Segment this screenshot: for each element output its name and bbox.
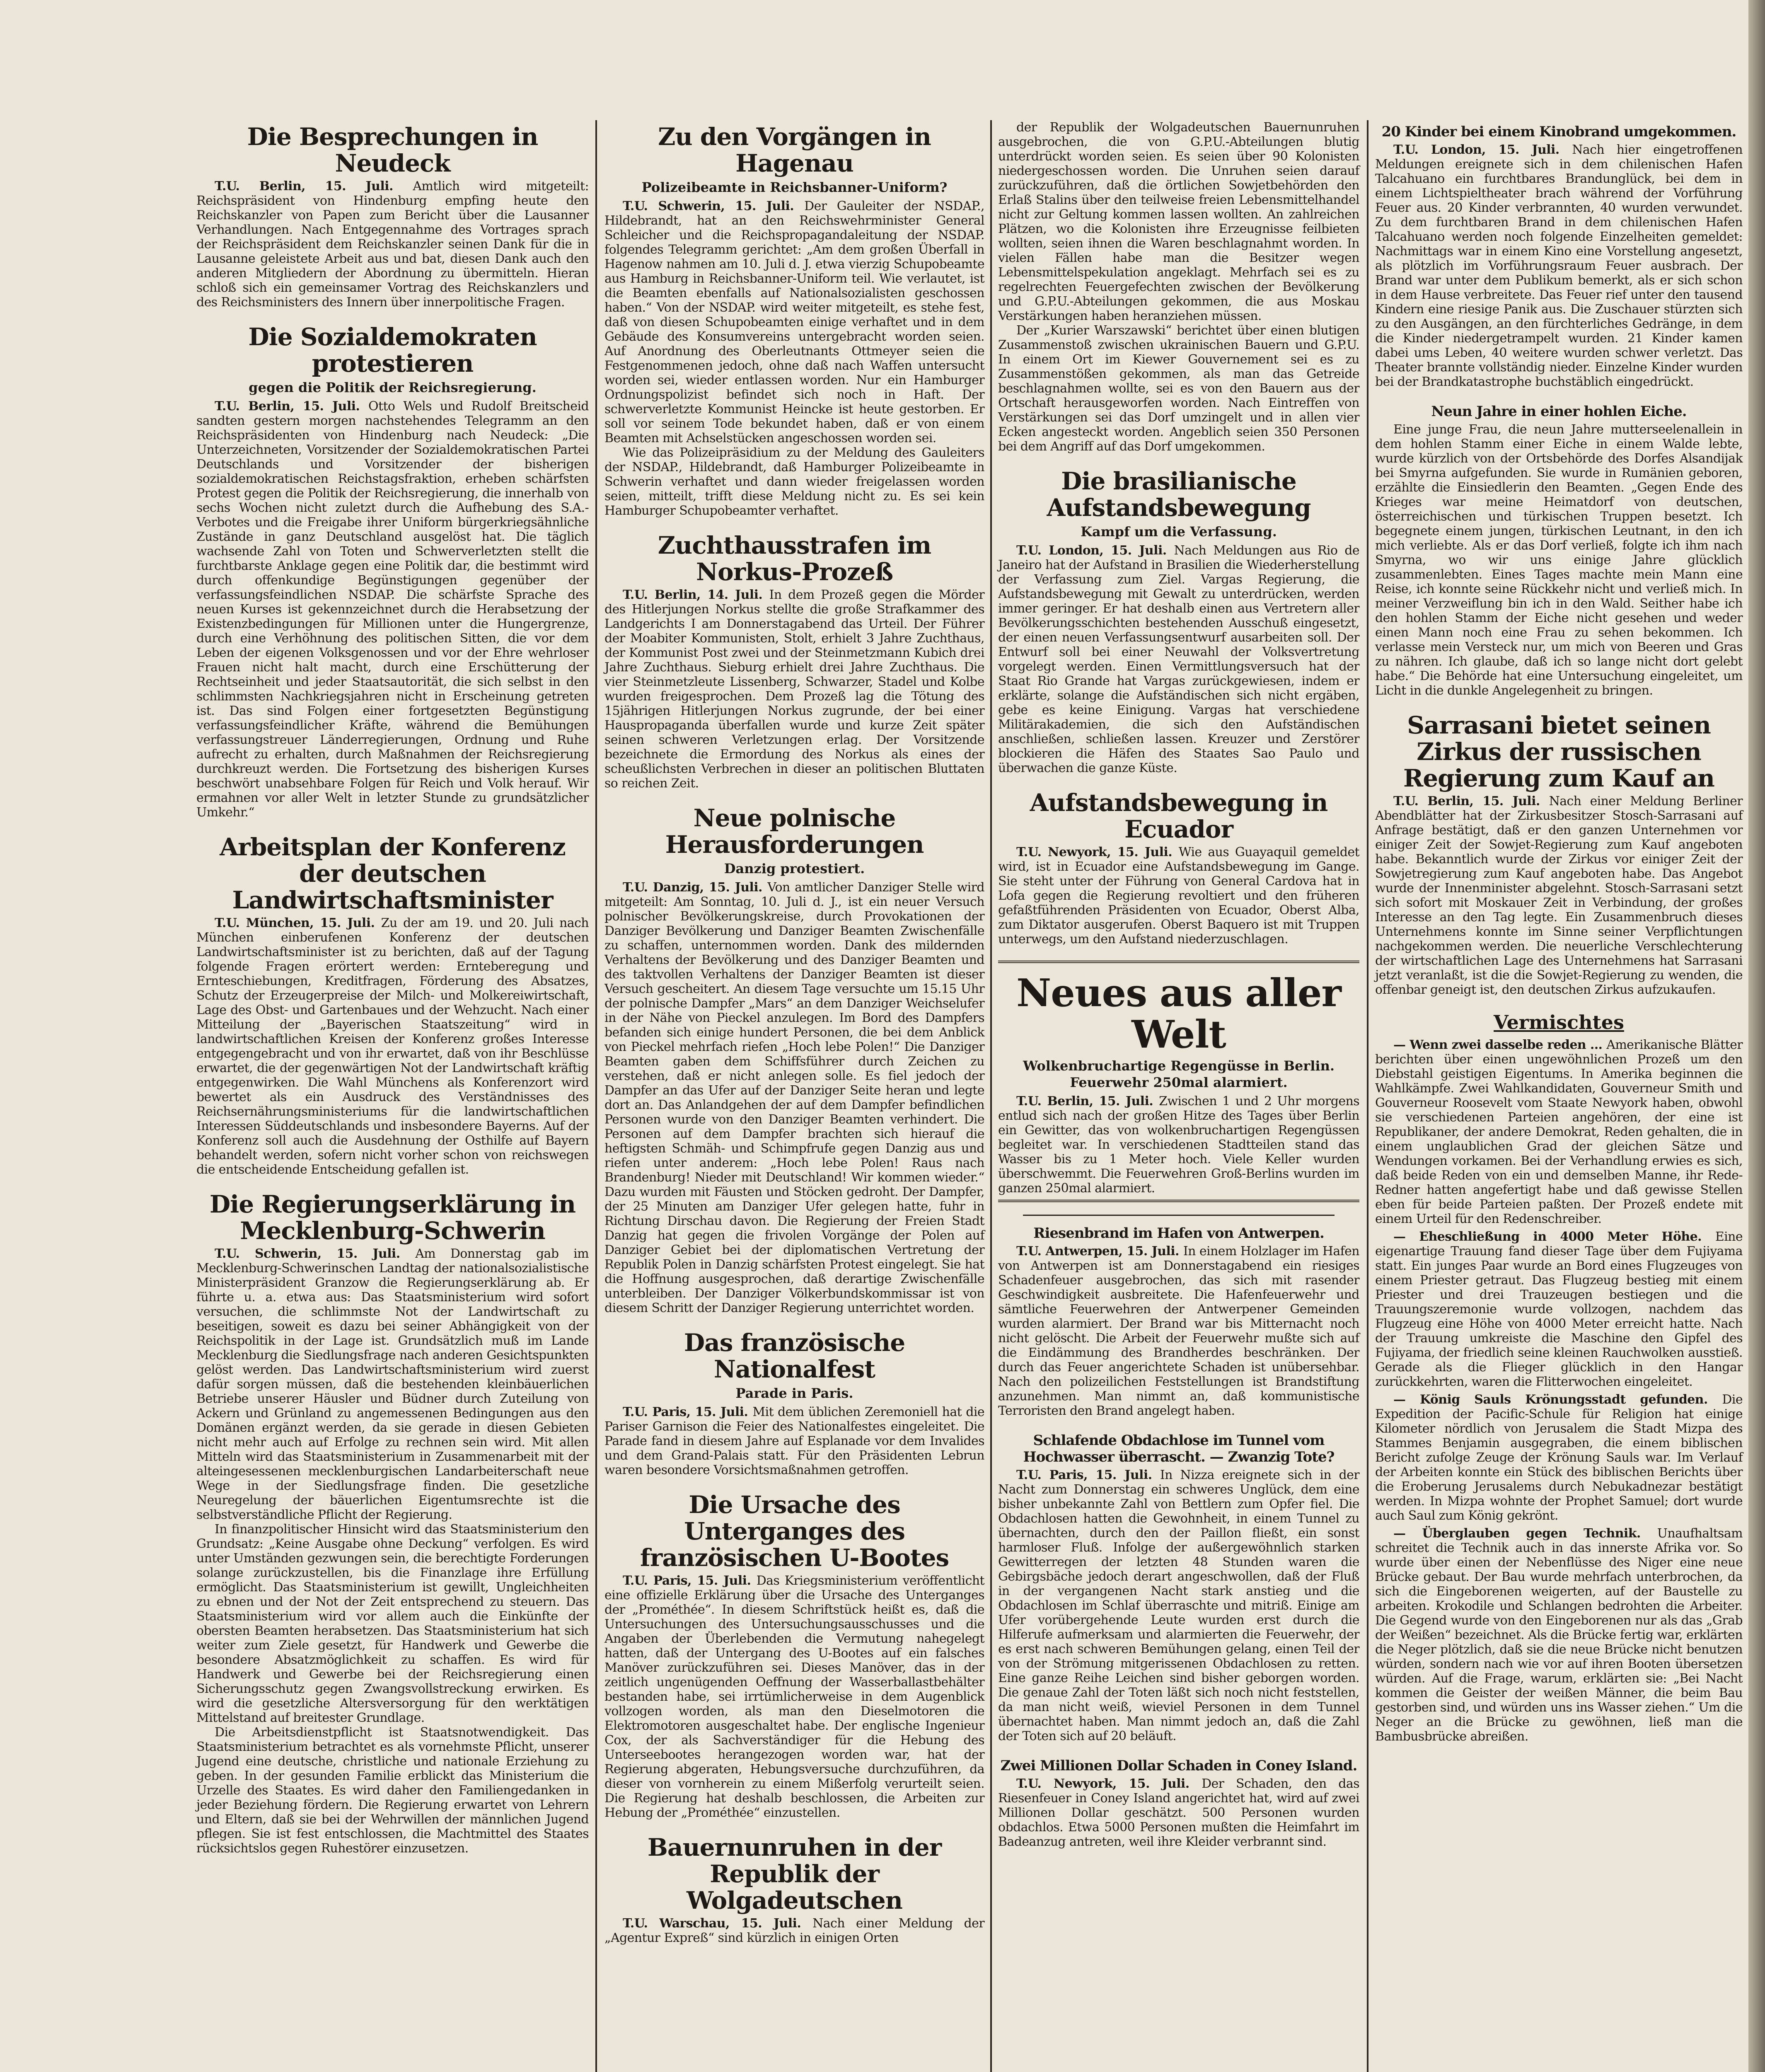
section-divider	[1023, 1215, 1335, 1216]
misc-item: — Wenn zwei dasselbe reden ... Amerikanische Blätter berichten über einen ungewöhnlichen Prozeß um den Diebstahl geistigen Eigentums. In Amerika beginnen die Wahlkämpfe. Zwei Wahlkandidaten, Gouverneur Smith und Gouverneur Roosevelt vom Staate Newyork haben, obwohl sie verschiedenen Parteien angehören, der eine ist Republikaner, der andere Demokrat, Reden gehalten, die in einem unglaublichen Grad der gleichen Sätze und Wendungen vorkamen. Bei der Verhandlung erwies es sich, daß beide Reden von ein und demselben Manne, ihr Rede-Redner hatten angefertigt habe und daß gewisse Stellen eben für beide Parteien paßten. Der Prozeß endete mit einem Urteil für den Redenschreiber.	[1375, 1038, 1743, 1226]
column-rule	[595, 120, 597, 2072]
section-title: Vermischtes	[1494, 1011, 1624, 1034]
article-headline: Das französische Nationalfest	[684, 1329, 905, 1383]
article	[196, 324, 589, 820]
article-body-paragraph: Der „Kurier Warszawski“ berichtet über einen blutigen Zusammenstoß zwischen ukrainischen Bauern und G.P.U. In einem Ort im Kiewer Gouvernement sei es zu Zusammenstößen gekommen, als man das Getreide beschlagnahmen wollte, sei es von den Bauern aus der Ortschaft herausgeworfen worden. Nach Eintreffen von Verstärkungen sei das Dorf umzingelt und in allen vier Ecken angesteckt worden. Angeblich seien 350 Personen bei dem Angriff auf das Dorf umgekommen.	[998, 323, 1359, 454]
article-body: der Republik der Wolgadeutschen Bauernunruhen ausgebrochen, die von G.P.U.-Abteilungen blutig unterdrückt worden seien. Es seien über 90 Kolonisten niedergeschossen worden. Die Unruhen seien darauf zurückzuführen, daß die örtlichen Sowjetbehörden den Erlaß Stalins über den teilweise freien Lebensmittelhandel nicht zur Geltung kommen lassen wollten. An zahlreichen Plätzen, wo die Kolonisten ihre Erzeugnisse feilbieten wollten, seien ihnen die Waren beschlagnahmt worden. In vielen Fällen habe man die Besitzer wegen Lebensmittelspekulation angeklagt. Mehrfach sei es zu regelrechten Feuergefechten zwischen der Bevölkerung und G.P.U.-Abteilungen gekommen, die aus Moskau Verstärkungen haben heranziehen müssen.	[998, 120, 1359, 323]
article	[998, 789, 1359, 946]
column-3	[992, 120, 1365, 2072]
article-headline: Die Ursache des Unterganges des französischen U-Bootes	[640, 1491, 949, 1572]
article-headline: Neun Jahre in einer hohlen Eiche.	[1431, 403, 1687, 420]
article-body: T.U. Berlin, 15. Juli. Otto Wels und Rudolf Breitscheid sandten gestern morgen nachstehendes Telegramm an den Reichspräsidenten von Hindenburg nach Neudeck: „Die Unterzeichneten, Vorsitzender der Sozialdemokratischen Partei Deutschlands und Vorsitzender der bisherigen sozialdemokratischen Reichstagsfraktion, erheben schärfsten Protest gegen die Politik der Reichsregierung, die innerhalb von sechs Wochen nicht zuletzt durch die Aufhebung des S.A.-Verbotes und die Freigabe ihrer Uniform bürgerkriegsähnliche Zustände in ganz Deutschland ausgelöst hat. Die täglich wachsende Zahl von Toten und Schwerverletzten stellt die furchtbarste Anklage gegen eine Politik dar, die bestimmt wird durch offenkundige Begünstigungen gegenüber der verfassungsfeindlichen NSDAP. Die schärfste Sprache des neuen Kurses ist gekennzeichnet durch die Herabsetzung der Existenzbedingungen für Millionen unter die Hungergrenze, durch eine Verhöhnung des politischen Sitten, die vor dem Leben der eigenen Volksgenossen und vor der Ehre wehrloser Frauen nicht halt macht, durch eine Erschütterung der Rechtseinheit und jeder Staatsautorität, die sich selbst in den schlimmsten Nachkriegsjahren nicht in Erscheinung getreten ist. Das sind Folgen einer fortgesetzten Begünstigung verfassungsfeindlicher Kräfte, während die Bemühungen verfassungstreuer Länderregierungen, Ordnung und Ruhe aufrecht zu erhalten, durch Maßnahmen der Reichsregierung durchkreuzt werden. Die Fortsetzung des bisherigen Kurses beschwört unabsehbare Folgen für Reich und Volk herauf. Wir ermahnen vor aller Welt in letzter Stunde zu grundsätzlicher Umkehr.“	[196, 399, 589, 820]
article-dateline: T.U. Paris, 15. Juli.	[623, 1405, 753, 1419]
article-headline: Die Regierungserklärung in Mecklenburg-Schwerin	[209, 1190, 576, 1245]
article-dateline: T.U. München, 15. Juli.	[215, 916, 381, 930]
article-body: T.U. München, 15. Juli. Zu der am 19. und 20. Juli nach München einberufenen Konferenz der deutschen Landwirtschaftsminister ist zu berichten, daß auf der Tagung folgende Fragen erörtert werden: Ernteberegung und Ernteschiebungen, Kreditfragen, Förderung des Absatzes, Schutz der Erzeugerpreise der Milch- und Molkereiwirtschaft, Lage des Obst- und Gartenbaues und der Wehzucht. Nach einer Mitteilung der „Bayerischen Staatszeitung“ wird in landwirtschaftlichen Kreisen der Konferenz großes Interesse entgegengebracht und von ihr erwartet, daß von ihr Beschlüsse erwartet, die der gegenwärtigen Not der Landwirtschaft kräftig entgegenwirken. Die Wahl Münchens als Konferenzort wird bewertet als ein Ausdruck des Verständnisses des Reichsernährungsministeriums für die landwirtschaftlichen Interessen Süddeutschlands und insbesondere Bayerns. Auf der Konferenz soll auch die Ausdehnung der Osthilfe auf Bayern behandelt werden, sofern nicht vorher schon von reichswegen die entscheidende Entscheidung gefallen ist.	[196, 916, 589, 1177]
article-body: T.U. London, 15. Juli. Nach Meldungen aus Rio de Janeiro hat der Aufstand in Brasilien die Wiederherstellung der Verfassung zum Ziel. Vargas Regierung, die Aufstandsbewegung mit Gewalt zu unterdrücken, werden immer geringer. Er hat deshalb einen aus Vertretern aller Bevölkerungsschichten bestehenden Ausschuß eingesetzt, der einen neuen Verfassungsentwurf ausarbeiten soll. Der Entwurf soll bei einer Neuwahl der Volksvertretung vorgelegt werden. Einen Vermittlungsversuch hat der Staat Rio Grande hat Vargas zurückgewiesen, indem er erklärte, solange die Aufständischen sich nicht ergäben, gebe es keine Einigung. Vargas hat verschiedene Militärakademien, die sich den Aufständischen anschließen, schließen lassen. Kreuzer und Zerstörer blockieren die Häfen des Staates Sao Paulo und überwachen die ganze Küste.	[998, 543, 1360, 775]
article-dateline: T.U. Paris, 15. Juli.	[1016, 1468, 1160, 1482]
article	[1375, 123, 1743, 389]
article-headline: Die Besprechungen in Neudeck	[247, 123, 538, 177]
column-1	[191, 120, 595, 2072]
column-2	[599, 120, 990, 2072]
article	[1375, 403, 1743, 698]
article-body: T.U. Schwerin, 15. Juli. Am Donnerstag gab im Mecklenburg-Schwerinschen Landtag der nationalsozialistische Ministerpräsident Granzow die Regierungserklärung ab. Er führte u. a. etwa aus: Das Staatsministerium wird sofort versuchen, die schlimmste Not der Landwirtschaft zu beseitigen, soweit es dazu bei seiner Abhängigkeit von der Reichspolitik in der Lage ist. Grundsätzlich muß im Lande Mecklenburg die Siedlungsfrage nach anderen Gesichtspunkten gelöst werden. Das Landwirtschaftsministerium wird zuerst dafür sorgen müssen, daß die bestehenden kleinbäuerlichen Betriebe unserer Häusler und Büdner durch Zuteilung von Ackern und Grünland zu angemessenen Bedingungen aus den Domänen ergänzt werden, da sie gerade in diesen Gebieten nicht mehr auch auf Erfolge zu rechnen sein wird. Mit allen Mitteln wird das Staatsministerium in Zusammenarbeit mit der alteingesessenen mecklenburgischen Landarbeiterschaft neue Wege in der Siedlungsfrage finden. Die gesetzliche Neuregelung der bäuerlichen Eigentumsrechte ist die selbstverständliche Pflicht der Regierung.	[196, 1247, 589, 1522]
article-dateline: T.U. Berlin, 14. Juli.	[623, 588, 769, 602]
article-subhead: Danzig protestiert.	[724, 861, 865, 876]
article	[604, 1834, 984, 1945]
article-dateline: T.U. Warschau, 15. Juli.	[623, 1916, 813, 1931]
article	[604, 123, 984, 518]
section-vermischtes	[1375, 1011, 1743, 1744]
article	[604, 1491, 984, 1820]
article-dateline: T.U. Newyork, 15. Juli.	[1016, 845, 1179, 859]
article-body-paragraph: Wie das Polizeipräsidium zu der Meldung des Gauleiters der NSDAP., Hildebrandt, daß Hamburger Polizeibeamte in Schwerin verhaftet und dann wieder freigelassen worden seien, mitteilt, trifft diese Meldung nicht zu. Es sei kein Hamburger Schupobeamter verhaftet.	[604, 445, 984, 518]
article-body: T.U. Newyork, 15. Juli. Der Schaden, den das Riesenfeuer in Coney Island angerichtet hat, wird auf zwei Millionen Dollar geschätzt. 500 Personen wurden obdachlos. Etwa 5000 Personen mußten die Heimfahrt im Badeanzug antreten, weil ihre Kleider verbrannt sind.	[998, 1777, 1359, 1849]
article-headline: Schlafende Obdachlose im Tunnel vom Hochwasser überrascht. — Zwanzig Tote?	[1023, 1432, 1335, 1465]
article-headline: Zu den Vorgängen in Hagenau	[658, 123, 931, 177]
article	[604, 805, 984, 1315]
article-dateline: T.U. Antwerpen, 15. Juli.	[1016, 1244, 1183, 1259]
article-body: T.U. London, 15. Juli. Nach hier eingetroffenen Meldungen ereignete sich in dem chilenischen Hafen Talcahuano ein furchtbares Brandunglück, bei dem in einem Lichtspieltheater brach während der Vorführung Feuer aus. 20 Kinder verbrannten, 40 wurden verwundet. Zu dem furchtbaren Brand in dem chilenischen Hafen Talcahuano werden noch folgende Einzelheiten gemeldet: Nachmittags war in einem Kino eine Vorstellung angesetzt, als plötzlich im Vorführungsraum Feuer ausbrach. Der Brand war unter dem Publikum bemerkt, als er sich schon in dem Hause verbreitete. Das Feuer rief unter den tausend Kindern eine riesige Panik aus. Die Zuschauer stürzten sich zu den Ausgängen, an den fürchterliches Gedränge, in dem die Kinder niedergetrampelt wurden. 21 Kinder kamen dabei ums Leben, 40 weitere wurden schwer verletzt. Das Theater brannte vollständig nieder. Einzelne Kinder wurden bei der Brandkatastrophe buchstäblich eingedrückt.	[1375, 143, 1743, 389]
article-body: T.U. Berlin, 15. Juli. Zwischen 1 und 2 Uhr morgens entlud sich nach der großen Hitze des Tages über Berlin ein Gewitter, das von wolkenbruchartigen Regengüssen begleitet war. In verschiedenen Stadtteilen stand das Wasser bis zu 1 Meter hoch. Viele Keller wurden überschwemmt. Die Feuerwehren Groß-Berlins wurden im ganzen 250mal alarmiert.	[998, 1094, 1359, 1196]
article-body: T.U. Berlin, 15. Juli. Nach einer Meldung Berliner Abendblätter hat der Zirkusbesitzer Stosch-Sarrasani auf Anfrage bestätigt, daß er den ganzen Unternehmen vor einiger Zeit der Sowjet-Regierung zum Kauf angeboten habe. Bekanntlich wurde der Zirkus vor einiger Zeit der Sowjetregierung zum Kauf angeboten habe. Das Angebot wurde der Innenminister abgelehnt. Stosch-Sarrasani setzt sich sofort mit Moskauer Zeit in Verbindung, der großes Interesse an den Tag legte. Ein Zusammenbruch dieses Unternehmens konnte im Sinne seiner Verpflichtungen nachgekommen werden. Die neuerliche Verschlechterung der wirtschaftlichen Lage des Unternehmens hat Sarrasani jetzt veranlaßt, ist die die Sowjet-Regierung zu wenden, die offenbar geneigt ist, den deutschen Zirkus aufzukaufen.	[1375, 794, 1743, 997]
article-headline: Aufstandsbewegung in Ecuador	[1030, 789, 1328, 843]
article-body: T.U. Danzig, 15. Juli. Von amtlicher Danziger Stelle wird mitgeteilt: Am Sonntag, 10. Juli d. J., ist ein neuer Versuch polnischer Bevölkerungskreise, durch Provokationen der Danziger Bevölkerung und Danziger Beamten Zwischenfälle zu schaffen, unternommen worden. Dank des mildernden Verhaltens der Bevölkerung und des Danziger Beamten und des taktvollen Verhaltens der Danziger Beamten ist dieser Versuch gescheitert. An diesem Tage versuchte um 15.15 Uhr der polnische Dampfer „Mars“ an dem Danziger Weichselufer in der Nähe von Pieckel anzulegen. Im Bord des Dampfers befanden sich einige hundert Personen, die bei dem Anblick von Pieckel mehrfach riefen „Hoch lebe Polen!“ Die Danziger Beamten gaben dem Schiffsführer durch Zeichen zu verstehen, daß er nicht anlegen solle. Es fiel jedoch der Dampfer an das Ufer auf der Danziger Seite heran und legte dort an. Das Anlandgehen der auf dem Dampfer befindlichen Personen wurde von den Danziger Beamten verhindert. Die Personen auf dem Dampfer brachten sich hierauf die heftigsten Schmäh- und Schimpfrufe gegen Danzig aus und riefen unter anderem: „Hoch lebe Polen! Raus nach Brandenburg! Nieder mit Deutschland! Wir kommen wieder.“ Dazu wurden mit Fäusten und Stöcken gedroht. Der Dampfer, der 25 Minuten am Danziger Ufer gelegen hatte, fuhr in Richtung Dirschau davon. Die Regierung der Freien Stadt Danzig hat gegen die frivolen Vorgänge der Polen auf Danziger Gebiet bei der diplomatischen Vertretung der Republik Polen in Danzig schärfsten Protest eingelegt. Sie hat die Hoffnung ausgesprochen, daß derartige Zwischenfälle unterbleiben. Der Danziger Völkerbundskommissar ist von diesem Schritt der Danziger Regierung unterrichtet worden.	[604, 880, 984, 1315]
article	[998, 1757, 1359, 1849]
article-subhead: Polizeibeamte in Reichsbanner-Uniform?	[641, 179, 948, 195]
article-body: T.U. Antwerpen, 15. Juli. In einem Holzlager im Hafen von Antwerpen ist am Donnerstagabend ein riesiges Schadenfeuer ausgebrochen, das sich mit rasender Geschwindigkeit ausbreitete. Die Hafenfeuerwehr und sämtliche Feuerwehren der Antwerpener Gemeinden wurden alarmiert. Der Brand war bis Mitternacht noch nicht gelöscht. Die Arbeit der Feuerwehr mußte sich auf die Eindämmung des Brandherdes beschränken. Der durch das Feuer angerichtete Schaden ist unübersehbar. Nach den polizeilichen Feststellungen ist Brandstiftung anzunehmen. Man nimmt an, daß kommunistische Terroristen den Brand angelegt haben.	[998, 1244, 1359, 1418]
article-dateline: T.U. Berlin, 15. Juli.	[1393, 794, 1549, 808]
misc-item-title: — Eheschließung in 4000 Meter Höhe.	[1393, 1230, 1715, 1244]
article-dateline: T.U. Paris, 15. Juli.	[623, 1573, 757, 1588]
article-dateline: T.U. Schwerin, 15. Juli.	[623, 199, 805, 213]
article-headline: Bauernunruhen in der Republik der Wolgadeutschen	[647, 1833, 942, 1915]
misc-item: — Eheschließung in 4000 Meter Höhe. Eine eigenartige Trauung fand dieser Tage über dem Fujiyama statt. Ein junges Paar wurde an Bord eines Flugzeuges von einem Priester getraut. Das Flugzeug bestieg mit einem Priester und drei Trauzeugen bestiegen und die Trauungszeremonie wurde vollzogen, nachdem das Flugzeug eine Höhe von 4000 Meter erreicht hatte. Nach der Trauung umkreiste die Maschine den Gipfel des Fujiyama, der friedlich seine kleinen Rauchwolken ausstieß. Gerade als die Flieger glücklich in den Hangar zurückkehrten, waren die Flitterwochen eingeleitet.	[1375, 1230, 1743, 1389]
column-rule	[990, 120, 992, 2072]
column-4	[1369, 120, 1748, 2072]
article-headline: Neues aus aller Welt	[1016, 971, 1341, 1057]
misc-item-title: — Überglauben gegen Technik.	[1393, 1526, 1657, 1541]
article	[998, 468, 1359, 775]
article-body: T.U. Schwerin, 15. Juli. Der Gauleiter der NSDAP., Hildebrandt, hat an den Reichswehrminister General Schleicher und die Reichspropagandaleitung der NSDAP. folgendes Telegramm gerichtet: „Am dem großen Überfall in Hagenow nahmen am 10. Juli d. J. etwa vierzig Schupobeamte aus Hamburg in Reichsbanner-Uniform teil. Wie verlautet, ist die Beamten ebenfalls auf Nationalsozialisten geschossen haben.“ Von der NSDAP. wird weiter mitgeteilt, es stehe fest, daß von diesen Schupobeamten einige verhaftet und in dem Gebäude des Konsumvereins untergebracht worden seien. Auf Anordnung des Oberleutnants Ottmeyer seien die Festgenommenen jedoch, ohne daß nach Waffen untersucht worden sei, wieder entlassen worden. Nur ein Hamburger Ordnungspolizist befindet sich noch in Haft. Der schwerverletzte Kommunist Heincke ist heute gestorben. Er soll vor seinem Tode bekundet haben, daß er von einem Beamten mit Achselstücken angeschossen worden sei.	[604, 199, 984, 445]
article-body: Eine junge Frau, die neun Jahre mutterseelenallein in dem hohlen Stamm einer Eiche in einem Walde lebte, wurde kürzlich von der Ortsbehörde des Dorfes Alsandijak bei Smyrna aufgefunden. Sie wurde in Rumänien geboren, erzählte die Einsiedlerin den Beamten. „Gegen Ende des Krieges war meine Heimatdorf von deutschen, österreichischen und türkischen Truppen besetzt. Ich begegnete einem jungen, türkischen Leutnant, in den ich mich verliebte. Als er das Dorf verließ, folgte ich ihm nach Smyrna, wo wir uns einige Jahre glücklich zusammenlebten. Eines Tages machte mein Mann eine Reise, ich konnte seine Rückkehr nicht und verließ mich. In meiner Verzweiflung bin ich in den Wald. Seither habe ich den hohlen Stamm der Eiche nicht gesehen und weder einen Mann noch eine Frau zu sehen bekommen. Ich verlasse mein Versteck nur, um mich von Beeren und Gras zu nähren. Ich glaube, daß ich so lange nicht dort gelebt habe.“ Die Behörde hat eine Untersuchung eingeleitet, um Licht in die dunkle Angelegenheit zu bringen.	[1375, 422, 1743, 698]
article-dateline: T.U. Schwerin, 15. Juli.	[215, 1247, 416, 1261]
article-subhead: gegen die Politik der Reichsregierung.	[249, 380, 537, 395]
article-body: T.U. Newyork, 15. Juli. Wie aus Guayaquil gemeldet wird, ist in Ecuador eine Aufstandsbewegung im Gange. Sie steht unter der Führung von General Cardova hat in Lofa gegen die Regierung revoltiert und den früheren gefaßtführenden Präsidenten von Ecuador, Oberst Alba, zum Diktator ausgerufen. Oberst Baquero ist mit Truppen unterwegs, um den Aufstand niederzuschlagen.	[998, 845, 1359, 946]
article-subhead: Wolkenbruchartige Regengüsse in Berlin. Feuerwehr 250mal alarmiert.	[1023, 1058, 1335, 1090]
article-body-paragraph: In finanzpolitischer Hinsicht wird das Staatsministerium den Grundsatz: „Keine Ausgabe ohne Deckung“ verfolgen. Es wird unter Umständen gezwungen sein, die berechtigte Forderungen solange zurückzustellen, bis die Finanzlage ihre Erfüllung ermöglicht. Das Staatsministerium ist gewillt, Ungleichheiten zu ebnen und der Not der Zeit entsprechend zu steuern. Das Staatsministerium wird vor allem auch die Einkünfte der obersten Beamten herabsetzen. Das Staatsministerium hat sich weiter zum Ziele gesetzt, für Handwerk und Gewerbe die besondere Absatzmöglichkeit zu schaffen. Es wird für Handwerk und Gewerbe bei der Reichsregierung einen Sicherungsschutz gegen Zwangsvollstreckung erwirken. Es wird die gesetzliche Altersversorgung für den werktätigen Mittelstand auf breitester Grundlage.	[196, 1522, 589, 1725]
article-headline: Die brasilianische Aufstandsbewegung	[1047, 467, 1311, 522]
article-dateline: T.U. Newyork, 15. Juli.	[1016, 1777, 1202, 1791]
article-headline: Die Sozialdemokraten protestieren	[248, 323, 537, 378]
article	[998, 961, 1359, 1202]
article-headline: 20 Kinder bei einem Kinobrand umgekommen.	[1381, 123, 1736, 140]
article-body-paragraph: Die Arbeitsdienstpflicht ist Staatsnotwendigkeit. Das Staatsministerium betrachtet es als vornehmste Pflicht, unserer Jugend eine deutsche, christliche und nationale Erziehung zu geben. In der gesunden Familie erblickt das Ministerium die Urzelle des Staates. Es wird daher den Familiengedanken in jeder Beziehung fördern. Die Regierung erwartet von Lehrern und Eltern, daß sie bei der Wehrwillen der männlichen Jugend pflegen. Sie ist fest entschlossen, die Machtmittel des Staates rücksichtslos gegen Ruhestörer einzusetzen.	[196, 1725, 589, 1856]
article-body: T.U. Berlin, 15. Juli. Amtlich wird mitgeteilt: Reichspräsident von Hindenburg empfing heute den Reichskanzler von Papen zum Bericht über die Lausanner Verhandlungen. Nach Entgegennahme des Vortrages sprach der Reichspräsident dem Reichskanzler seinen Dank für die in Lausanne geleistete Arbeit aus und bat, diesen Dank auch den anderen Mitgliedern der Abordnung zu übermitteln. Hieran schloß sich ein gemeinsamer Vortrag des Reichskanzlers und des Reichsministers des Innern über innerpolitische Fragen.	[196, 179, 589, 310]
article-body: T.U. Paris, 15. Juli. Mit dem üblichen Zeremoniell hat die Pariser Garnison die Feier des Nationalfestes eingeleitet. Die Parade fand in diesem Jahre auf Esplanade vor dem Invalides und dem Grand-Palais statt. Für den Präsidenten Lebrun waren besondere Vorsichtsmaßnahmen getroffen.	[604, 1405, 984, 1477]
misc-item: — Überglauben gegen Technik. Unaufhaltsam schreitet die Technik auch in das innerste Afrika vor. So wurde über einen der Nebenflüsse des Niger eine neue Brücke gebaut. Der Bau wurde mehrfach unterbrochen, da sich die Eingeborenen weigerten, auf der Baustelle zu arbeiten. Krokodile und Schlangen bedrohten die Arbeiter. Die Gegend wurde von den Eingeborenen nur als das „Grab der Weißen“ bezeichnet. Als die Brücke fertig war, erklärten die Neger plötzlich, daß sie die neue Brücke nicht benutzen würden, sondern nach wie vor auf ihren Booten übersetzen würden. Auf die Frage, warum, erklärten sie: „Bei Nacht kommen die Geister der weißen Männer, die beim Bau gestorben sind, und würden uns ins Wasser ziehen.“ Um die Neger an die Brücke zu gewöhnen, ließ man die Bambusbrücke abreißen.	[1375, 1526, 1743, 1744]
article-headline: Neue polnische Herausforderungen	[665, 804, 924, 859]
article-body: T.U. Berlin, 14. Juli. In dem Prozeß gegen die Mörder des Hitlerjungen Norkus stellte die große Strafkammer des Landgerichts I am Donnerstagabend das Urteil. Der Führer der Moabiter Kommunisten, Stolt, erhielt 3 Jahre Zuchthaus, der Kommunist Post zwei und der Steinmetzmann Kubich drei Jahre Zuchthaus. Sieburg erhielt drei Jahre Zuchthaus. Die vier Steinmetzleute Lissenberg, Schwarzer, Stadel und Kolbe wurden freigesprochen. Dem Prozeß lag die Tötung des 15jährigen Hitlerjungen Norkus zugrunde, der bei einer Hauspropaganda überfallen wurde und kurze Zeit später seinen schweren Verletzungen erlag. Der Vorsitzende bezeichnete die Ermordung des Norkus als eines der scheußlichsten Verbrechen in dieser an politischen Bluttaten so reichen Zeit.	[604, 588, 985, 791]
misc-item: — König Sauls Krönungsstadt gefunden. Die Expedition der Pacific-Schule für Religion hat einige Kilometer nördlich von Jerusalem die Stadt Mizpa des Stammes Benjamin ausgegraben, die einem biblischen Bericht zufolge Zeuge der Krönung Sauls war. Im Verlauf der Arbeiten konnte ein Stück des biblischen Berichts über die Eroberung Jerusalems durch Nebukadnezar bestätigt werden. In Mizpa wohnte der Prophet Samuel; dort wurde auch Saul zum König gekrönt.	[1375, 1392, 1743, 1523]
article-dateline: T.U. London, 15. Juli.	[1393, 143, 1572, 157]
article	[998, 1432, 1359, 1743]
misc-item-title: — Wenn zwei dasselbe reden ...	[1393, 1038, 1607, 1052]
article-headline: Zwei Millionen Dollar Schaden in Coney Island.	[1000, 1757, 1357, 1774]
article-headline: Sarrasani bietet seinen Zirkus der russischen Regierung zum Kauf an	[1403, 711, 1714, 792]
article-headline: Arbeitsplan der Konferenz der deutschen Landwirtschaftsminister	[220, 833, 566, 914]
article	[196, 123, 589, 310]
article-dateline: T.U. London, 15. Juli.	[1016, 543, 1174, 558]
article	[196, 834, 589, 1177]
article-dateline: T.U. Berlin, 15. Juli.	[215, 399, 369, 414]
column-rule	[1367, 120, 1368, 2072]
article	[998, 120, 1359, 454]
article	[998, 1225, 1359, 1418]
article-headline: Riesenbrand im Hafen von Antwerpen.	[1033, 1225, 1324, 1242]
article-dateline: T.U. Berlin, 15. Juli.	[215, 179, 413, 194]
page-binding-edge	[1748, 0, 1765, 2072]
article	[196, 1191, 589, 1856]
article	[604, 532, 984, 791]
article-dateline: T.U. Danzig, 15. Juli.	[623, 880, 768, 895]
article-body: T.U. Paris, 15. Juli. Das Kriegsministerium veröffentlicht eine offizielle Erklärung über die Ursache des Unterganges der „Prométhée“. In diesem Schriftstück heißt es, daß die Untersuchungen des Untersuchungsausschusses und die Angaben der Überlebenden die Vermutung nahegelegt hatten, daß der Untergang des U-Bootes auf ein falsches Manöver zurückzuführen sei. Dieses Manöver, das in der zeitlich ungenügenden Oeffnung der Wasserballastbehälter bestanden habe, sei irrtümlicherweise in dem Augenblick vollzogen worden, als man den Dieselmotoren die Elektromotoren ausgeschaltet habe. Der englische Ingenieur Cox, der als Sachverständiger für die Hebung des Unterseebootes herangezogen worden war, hat der Regierung abgeraten, Hebungsversuche durchzuführen, da dieser von vornherein zu einem Mißerfolg verurteilt seien. Die Regierung hat deshalb beschlossen, die Arbeiten zur Hebung der „Prométhée“ einzustellen.	[604, 1573, 984, 1820]
article-body: T.U. Warschau, 15. Juli. Nach einer Meldung der „Agentur Expreß“ sind kürzlich in einigen Orten	[604, 1916, 984, 1945]
article-subhead: Parade in Paris.	[735, 1385, 853, 1401]
article-headline: Zuchthausstrafen im Norkus-Prozeß	[658, 531, 931, 586]
article-subhead: Kampf um die Verfassung.	[1081, 524, 1277, 540]
misc-item-title: — König Sauls Krönungsstadt gefunden.	[1393, 1392, 1722, 1407]
article	[1375, 712, 1743, 997]
article-body: T.U. Paris, 15. Juli. In Nizza ereignete sich in der Nacht zum Donnerstag ein schweres Unglück, dem eine bisher unbekannte Zahl von Bettlern zum Opfer fiel. Die Obdachlosen hatten die Gewohnheit, in einem Tunnel zu übernachten, durch den der Paillon fließt, ein sonst harmloser Fluß. Infolge der außergewöhnlich starken Gewitterregen der letzten 48 Stunden waren die Gebirgsbäche jedoch derart angeschwollen, daß der Fluß in der vergangenen Nacht stark anstieg und die Obdachlosen im Schlaf überraschte und mitriß. Einige am Ufer vorübergehende Leute wurden erst durch die Hilferufe aufmerksam und alarmierten die Feuerwehr, der es erst nach schweren Bemühungen gelang, einen Teil der von der Strömung mitgerissenen Obdachlosen zu retten. Eine ganze Reihe Leichen sind bisher geborgen worden. Die genaue Zahl der Toten läßt sich noch nicht feststellen, da man nicht weiß, wieviel Personen in dem Tunnel übernachtet haben. Man nimmt jedoch an, daß die Zahl der Toten sich auf 20 beläuft.	[998, 1468, 1359, 1743]
article-dateline: T.U. Berlin, 15. Juli.	[1016, 1094, 1159, 1109]
article	[604, 1329, 984, 1477]
